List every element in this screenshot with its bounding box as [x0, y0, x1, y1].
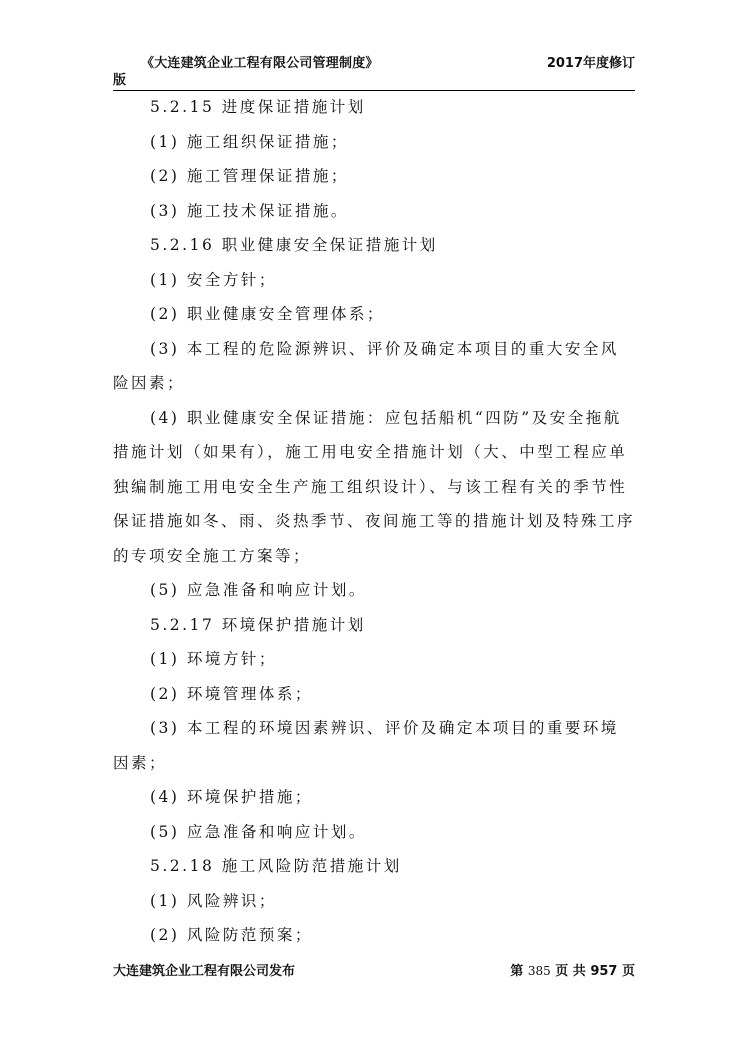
list-item: (3) 施工技术保证措施。 [150, 201, 349, 220]
list-item: (3) 本工程的环境因素辨识、评价及确定本项目的重要环境因素； [113, 719, 619, 772]
list-item: (5) 应急准备和响应计划。 [150, 581, 367, 599]
section-heading-5-2-15: 5.2.15 进度保证措施计划 [150, 98, 366, 116]
list-item: (1) 风险辨识； [150, 891, 277, 910]
list-item: (2) 环境管理体系； [150, 684, 313, 703]
page-footer [113, 960, 635, 980]
list-item: (4) 环境保护措施； [150, 788, 313, 806]
list-item: (1) 安全方针； [150, 270, 277, 289]
page-current: 385 [527, 964, 551, 978]
list-item: (2) 施工管理保证措施； [150, 167, 349, 185]
list-item: (2) 风险防范预案； [150, 926, 313, 944]
header-version-wrap: 版 [113, 73, 127, 88]
list-item: (1) 环境方针； [150, 650, 277, 668]
list-item: (2) 职业健康安全管理体系； [150, 305, 385, 323]
header-version: 2017年度修订 [546, 56, 635, 71]
section-heading-5-2-16: 5.2.16 职业健康安全保证措施计划 [150, 236, 438, 254]
section-heading-5-2-17: 5.2.17 环境保护措施计划 [150, 615, 366, 634]
page-prefix: 第 [510, 964, 524, 979]
page-total: 957 [590, 964, 618, 979]
page-mid: 页 共 [555, 964, 586, 979]
list-item: (4) 职业健康安全保证措施：应包括船机“四防”及安全拖航措施计划（如果有），施工用电安全措施计划（大、中型工程应单独编制施工用电安全生产施工组织设计）、与该工程有关的季节性保证措施如冬、雨、炎热季节、夜间施工等的措施计划及特殊工序的专项安全施工方案等； [113, 408, 636, 565]
page-suffix: 页 [621, 964, 635, 979]
document-body [113, 90, 635, 953]
page-header [113, 52, 635, 91]
header-title: 《大连建筑企业工程有限公司管理制度》 [141, 56, 379, 71]
footer-page-info [510, 960, 635, 979]
list-item: (1) 施工组织保证措施； [150, 132, 349, 151]
list-item: (5) 应急准备和响应计划。 [150, 822, 367, 841]
list-item: (3) 本工程的危险源辨识、评价及确定本项目的重大安全风险因素； [113, 339, 619, 392]
section-heading-5-2-18: 5.2.18 施工风险防范措施计划 [150, 857, 402, 875]
footer-publisher: 大连建筑企业工程有限公司发布 [113, 964, 296, 979]
